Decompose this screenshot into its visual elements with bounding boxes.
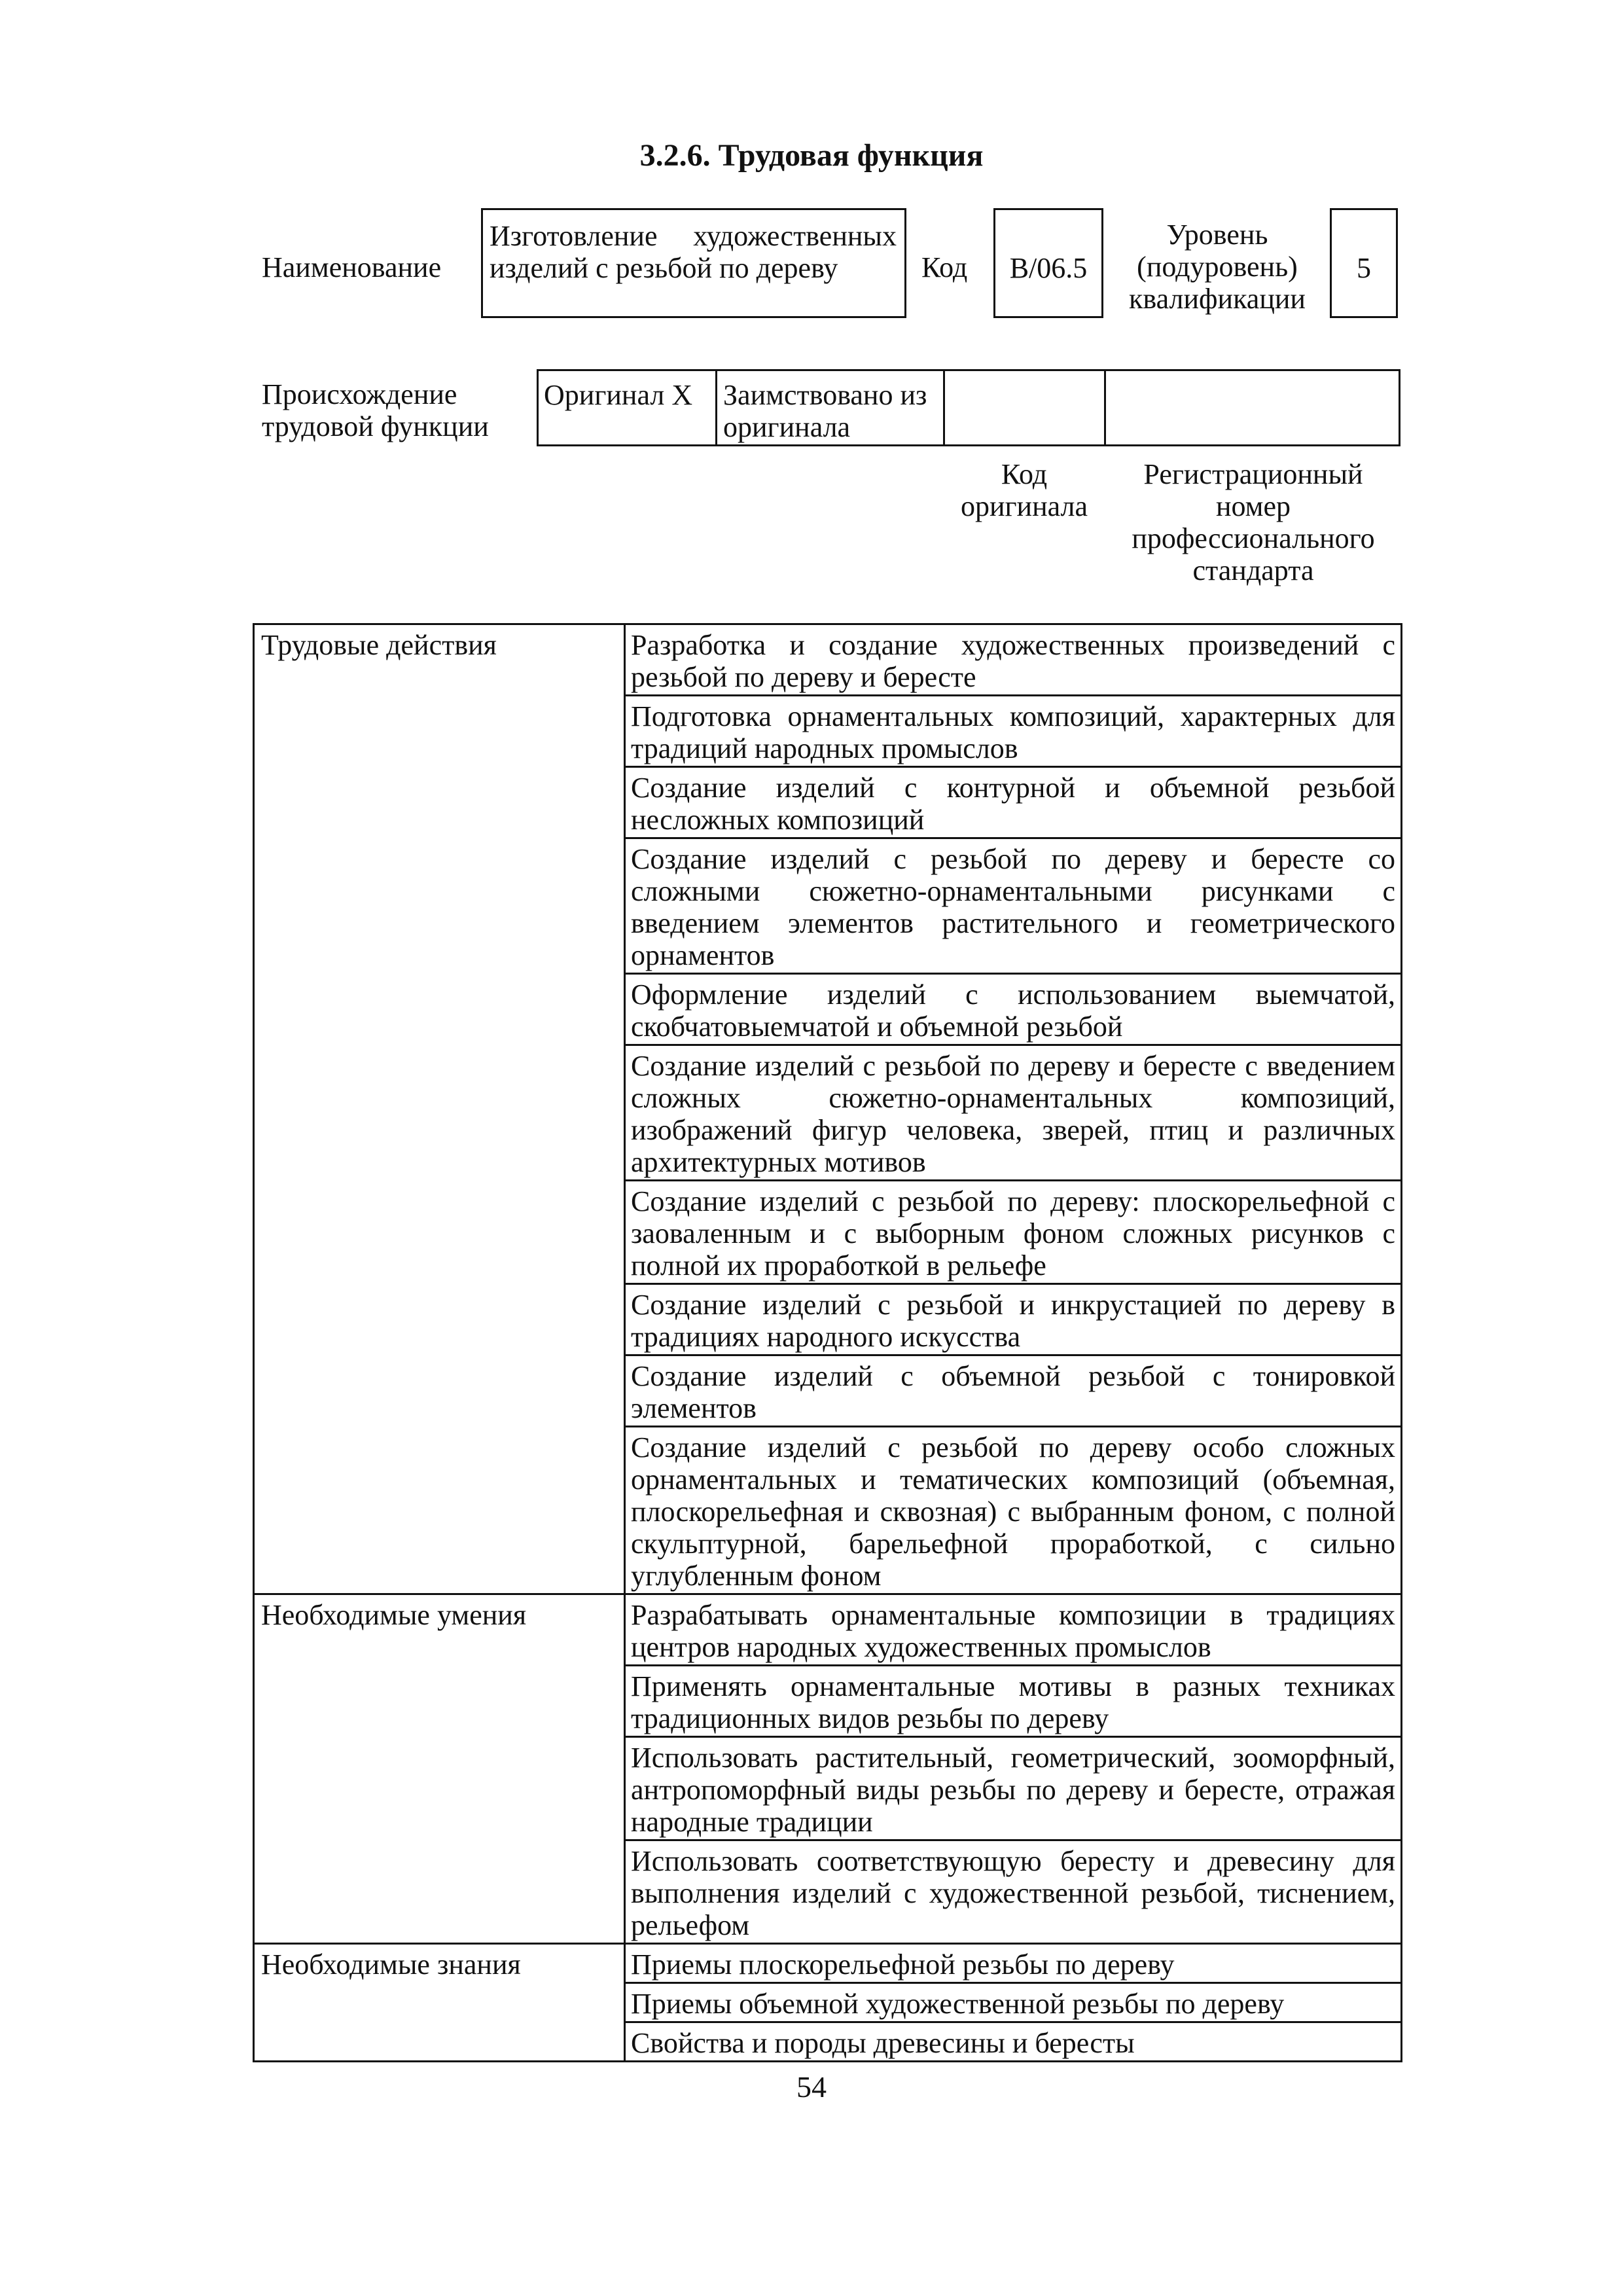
origin-code-caption: Код оригинала — [960, 458, 1088, 522]
section-item: Создание изделий с резьбой по дереву особо сложных орнаментальных и тематических композиций (объемная, плоскорельефная и сквозная) с выбранным фоном, с полной скульптурной, барельефной проработкой, с сильно углубленным фоном — [625, 1427, 1402, 1594]
section-item: Подготовка орнаментальных композиций, характерных для традиций народных промыслов — [625, 696, 1402, 767]
origin-original: Оригинал X — [544, 379, 693, 411]
level-label: Уровень (подуровень) квалификации — [1129, 219, 1306, 315]
page-number: 54 — [796, 2070, 827, 2104]
level-value: 5 — [1330, 208, 1398, 318]
section-item: Создание изделий с контурной и объемной резьбой несложных композиций — [625, 767, 1402, 838]
name-value: Изготовление художественных изделий с резьбой по дереву — [481, 208, 906, 318]
origin-reg-caption: Регистрационный номер профессионального стандарта — [1132, 458, 1375, 586]
section-item: Приемы объемной художественной резьбы по дереву — [625, 1983, 1402, 2022]
section-item: Создание изделий с резьбой по дереву и бересте со сложными сюжетно-орнаментальными рисунками с введением элементов растительного и геометрического орнаментов — [625, 838, 1402, 974]
section-item: Использовать соответствующую бересту и древесину для выполнения изделий с художественной резьбой, тиснением, рельефом — [625, 1840, 1402, 1944]
table-row — [254, 624, 1402, 696]
section-item: Создание изделий с резьбой и инкрустацией по дереву в традициях народного искусства — [625, 1284, 1402, 1355]
section-item: Свойства и породы древесины и бересты — [625, 2022, 1402, 2062]
section-item: Создание изделий с резьбой по дереву: плоскорельефной с заоваленным и с выборным фоном сложных рисунков с полной их проработкой в рельефе — [625, 1181, 1402, 1284]
table-row — [254, 1944, 1402, 1983]
section-item: Использовать растительный, геометрический, зооморфный, антропоморфный виды резьбы по дереву и бересте, отражая народные традиции — [625, 1737, 1402, 1840]
section-item: Разрабатывать орнаментальные композиции в традициях центров народных художественных промыслов — [625, 1594, 1402, 1666]
section-item: Создание изделий с объемной резьбой с тонировкой элементов — [625, 1355, 1402, 1427]
origin-borrowed: Заимствовано из оригинала — [723, 379, 927, 443]
origin-divider-1 — [715, 371, 717, 444]
section-item: Создание изделий с резьбой по дереву и бересте с введением сложных сюжетно-орнаментальных композиций, изображений фигур человека, зверей, птиц и различных архитектурных мотивов — [625, 1045, 1402, 1181]
origin-code-cell — [1104, 371, 1106, 444]
section-label: Трудовые действия — [254, 624, 625, 1594]
origin-divider-2 — [943, 371, 945, 444]
section-label: Необходимые знания — [254, 1944, 625, 2062]
section-item: Оформление изделий с использованием выемчатой, скобчатовыемчатой и объемной резьбой — [625, 974, 1402, 1045]
origin-table — [537, 369, 1400, 446]
section-label: Необходимые умения — [254, 1594, 625, 1944]
section-item: Применять орнаментальные мотивы в разных техниках традиционных видов резьбы по дереву — [625, 1666, 1402, 1737]
section-heading: 3.2.6. Трудовая функция — [639, 138, 984, 173]
section-item: Приемы плоскорельефной резьбы по дереву — [625, 1944, 1402, 1983]
origin-label: Происхождение трудовой функции — [262, 378, 489, 442]
table-row — [254, 1594, 1402, 1666]
name-label: Наименование — [262, 251, 442, 283]
code-label: Код — [921, 251, 968, 283]
section-item: Разработка и создание художественных произведений с резьбой по дереву и бересте — [625, 624, 1402, 696]
code-value: В/06.5 — [993, 208, 1103, 318]
labor-function-table — [253, 623, 1402, 2062]
